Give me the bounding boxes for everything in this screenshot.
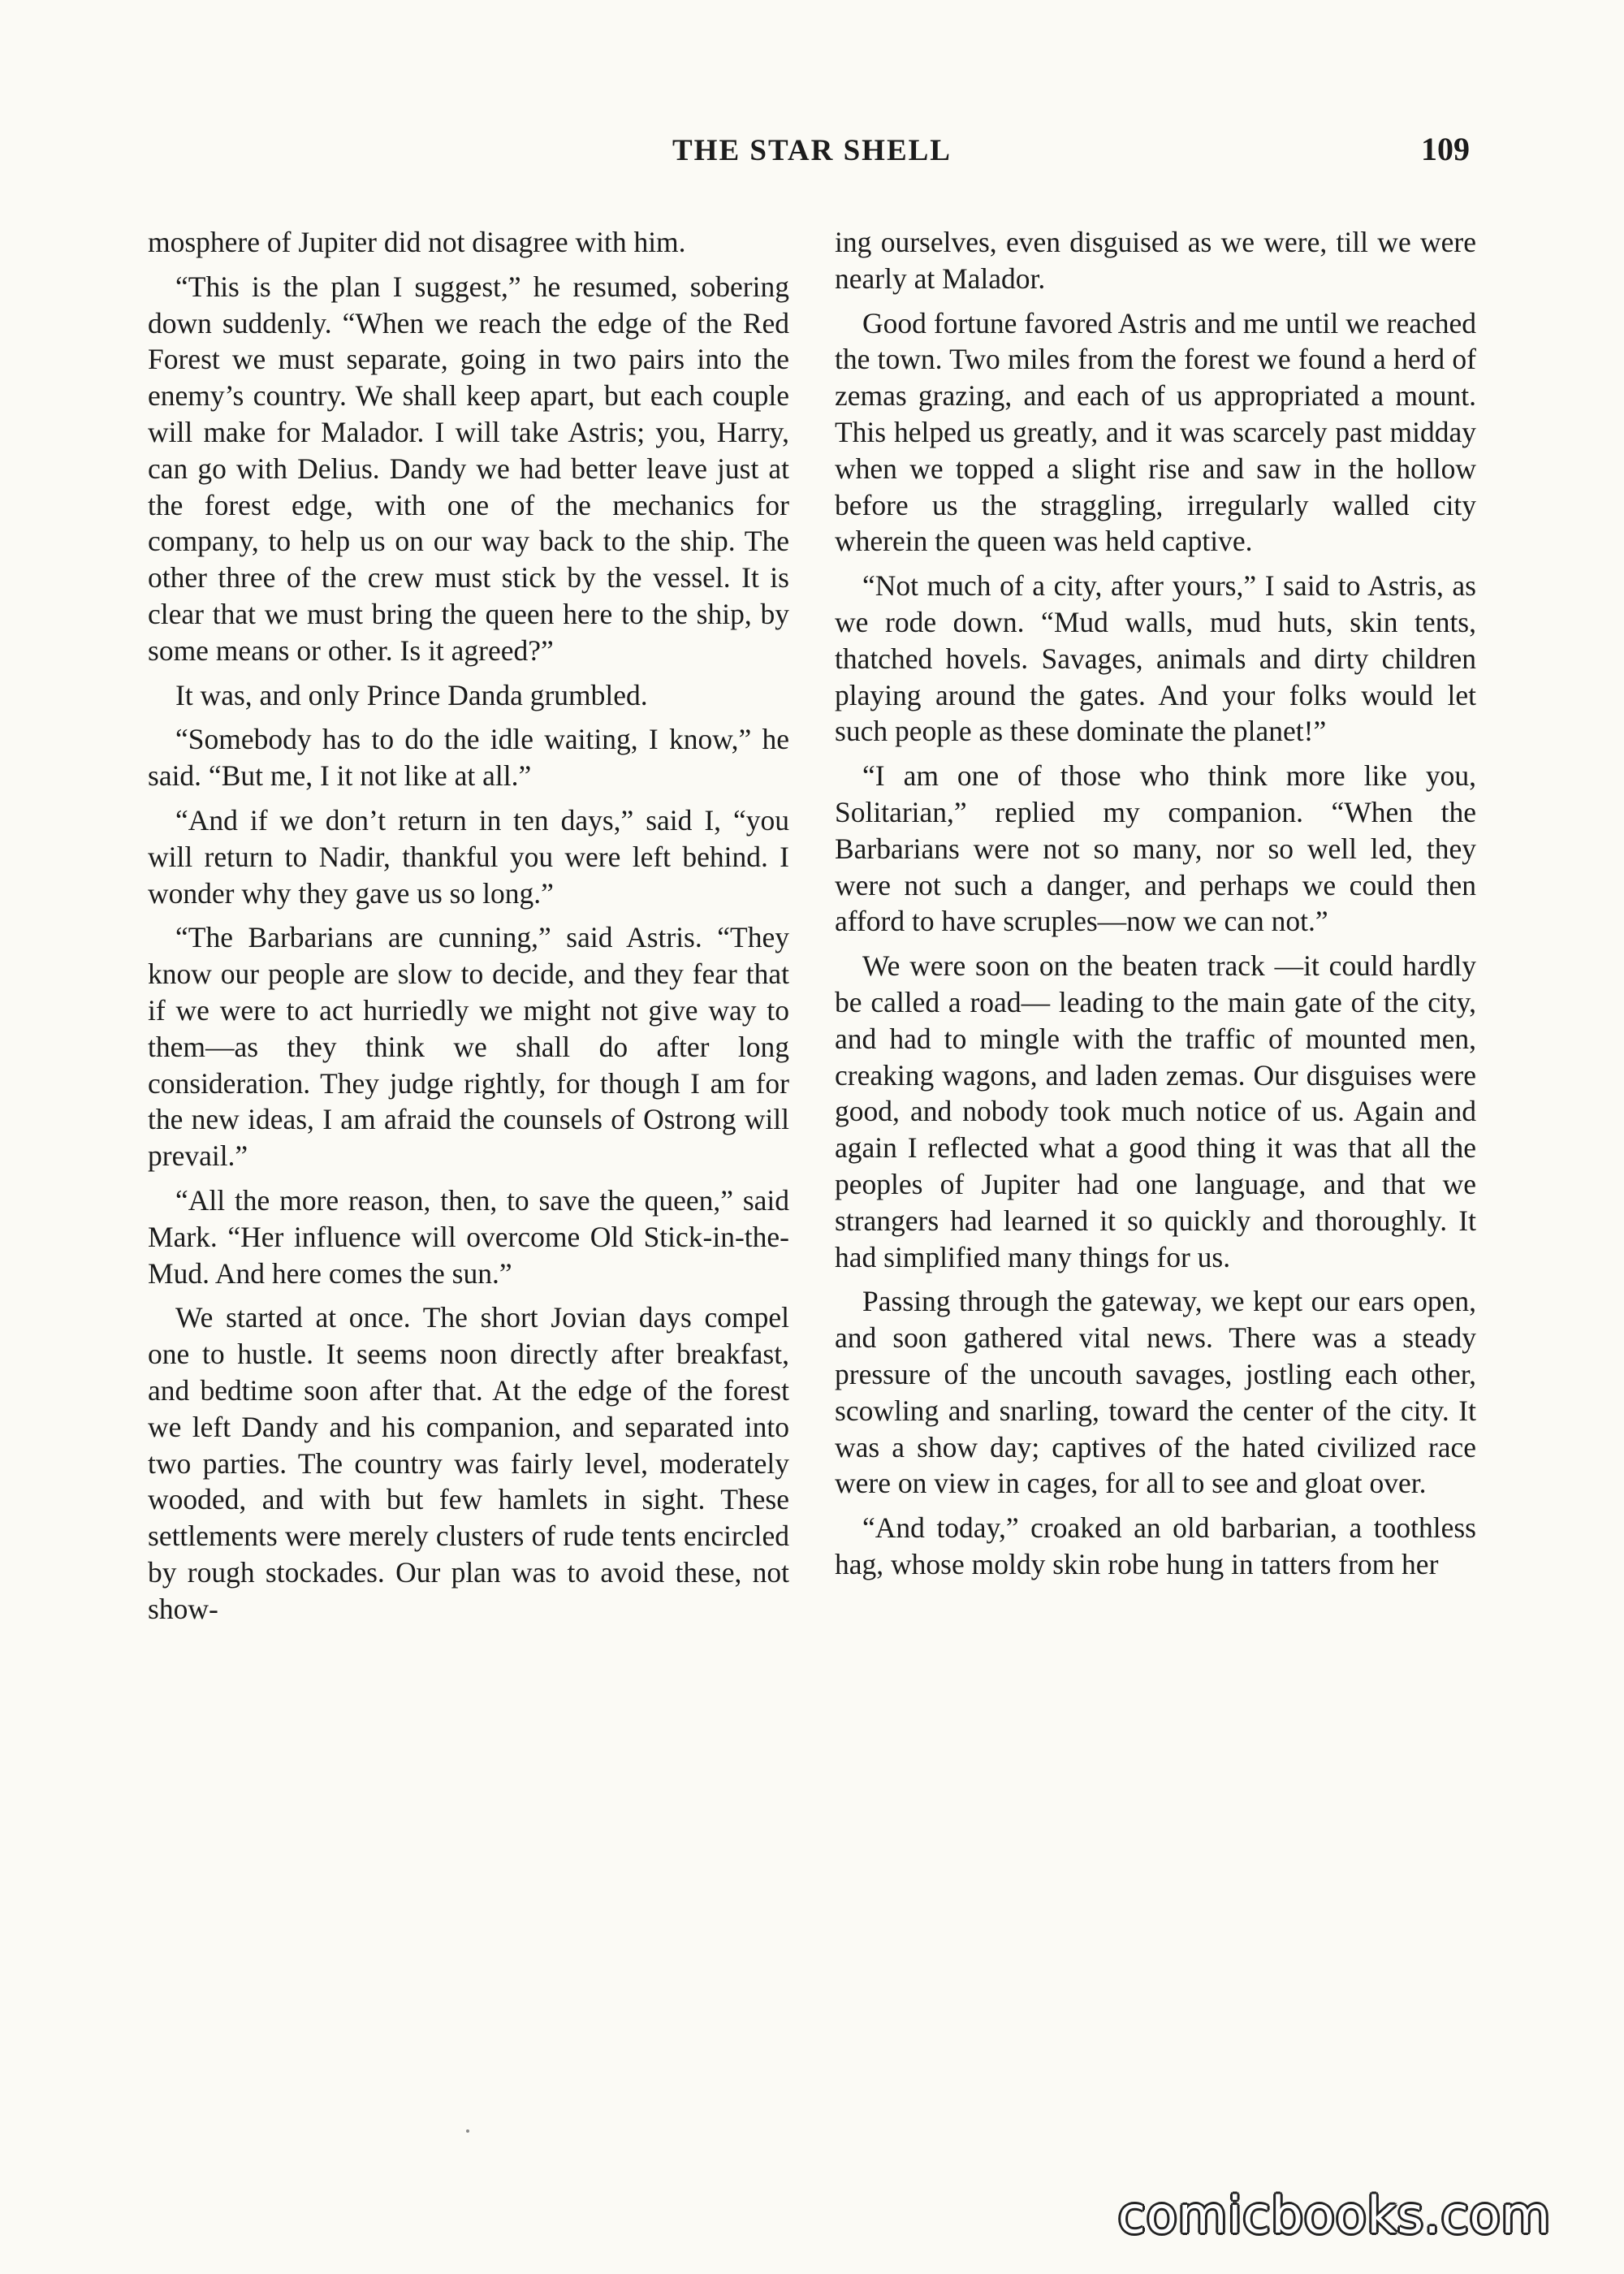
site-watermark: comicbooks.com [1117,2185,1551,2245]
page-header [0,130,1624,179]
paragraph: “Somebody has to do the idle waiting, I know,” he said. “But me, I it not like at all.” [148,723,789,793]
paragraph: We were soon on the beaten track —it could hardly be called a road— leading to the main gate of the city, and had to mingle with the traffic of mounted men, creaking wagons, and laden zemas. Our disguises were good, and nobody took much notice of us. Again and again I reflected what a good thing it was that all the peoples of Jupiter had one language, and that we strangers had learned it so quickly and thoroughly. It had simplified many things for us. [835,949,1476,1273]
paragraph: ing ourselves, even disguised as we were, till we were nearly at Malador. [835,226,1476,295]
running-head: THE STAR SHELL [672,134,952,167]
paragraph: Passing through the gateway, we kept our ears open, and soon gathered vital news. There was a steady pressure of the uncouth savages, jostling each other, scowling and snarling, toward the center of the city. It was a show day; captives of the hated civilized race were on view in cages, for all to see and gloat over. [835,1285,1476,1500]
paragraph: We started at once. The short Jovian days compel one to hustle. It seems noon directly after breakfast, and bedtime soon after that. At the edge of the forest we left Dandy and his companion, and separated into two parties. The country was fairly level, moderately wooded, and with but few hamlets in sight. These settlements were merely clusters of rude tents encircled by rough stockades. Our plan was to avoid these, not show- [148,1301,789,1625]
paragraph: “And if we don’t return in ten days,” said I, “you will return to Nadir, thankful you were left behind. I wonder why they gave us so long.” [148,803,789,910]
paragraph: “And today,” croaked an old barbarian, a toothless hag, whose moldy skin robe hung in tatters from her [835,1511,1476,1580]
paragraph: “I am one of those who think more like you, Solitarian,” replied my companion. “When the Barbarians were not so many, nor so well led, they were not such a danger, and perhaps we could then afford to have scruples—now we can not.” [835,759,1476,938]
paragraph: mosphere of Jupiter did not disagree with him. [148,226,686,258]
paragraph: It was, and only Prince Danda grumbled. [175,678,648,711]
page-number: 109 [1421,131,1470,167]
paragraph: Good fortune favored Astris and me until we reached the town. Two miles from the forest we found a herd of zemas grazing, and each of us appropriated a mount. This helped us greatly, and it was scarcely past midday when we topped a slight rise and saw in the hollow before us the straggling, irregularly walled city wherein the queen was held captive. [835,306,1476,558]
right-column [835,224,1476,1591]
left-column [148,224,789,1635]
paragraph: “Not much of a city, after yours,” I said to Astris, as we rode down. “Mud walls, mud huts, skin tents, thatched hovels. Savages, animals and dirty children playing around the gates. And your folks would let such people as these dominate the planet!” [835,569,1476,748]
paragraph: “The Barbarians are cunning,” said Astris. “They know our people are slow to decide, and they fear that if we were to act hurriedly we might not give way to them—as they think we shall do after long consideration. They judge rightly, for though I am for the new ideas, I am afraid the counsels of Ostrong will prevail.” [148,921,789,1173]
paragraph: “All the more reason, then, to save the queen,” said Mark. “Her influence will overcome Old Stick-in-the-Mud. And here comes the sun.” [148,1183,789,1290]
paragraph: “This is the plan I suggest,” he resumed, sobering down suddenly. “When we reach the edge of the Red Forest we must separate, going in two pairs into the enemy’s country. We shall keep apart, but each couple will make for Malador. I will take Astris; you, Harry, can go with Delius. Dandy we had better leave just at the forest edge, with one of the mechanics for company, to help us on our way back to the ship. The other three of the crew must stick by the vessel. It is clear that we must bring the queen here to the ship, by some means or other. Is it agreed?” [148,270,789,667]
print-speck [466,2129,469,2133]
